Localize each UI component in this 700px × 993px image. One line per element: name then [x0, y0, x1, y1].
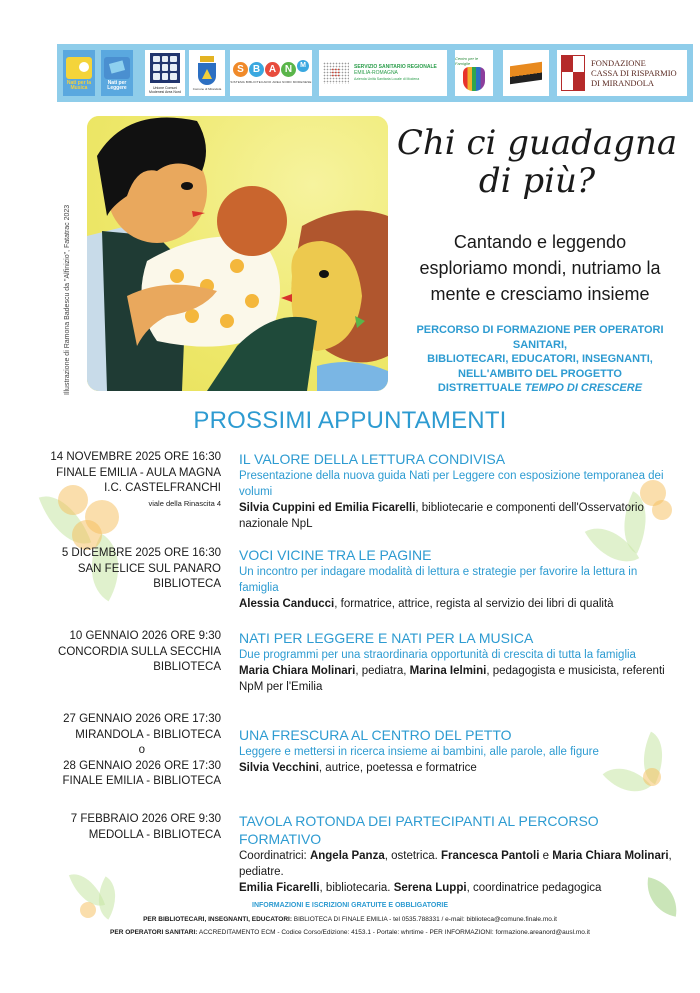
project-name: TEMPO DI CRESCERE: [524, 382, 643, 394]
subtitle-line: Cantando e leggendo: [453, 232, 627, 252]
event-speakers: [239, 880, 679, 896]
course-line: BIBLIOTECARI, EDUCATORI, INSEGNANTI,: [427, 353, 653, 365]
info-title: INFORMAZIONI E ISCRIZIONI GRATUITE E OBBLIGATORIE: [252, 902, 448, 909]
speaker-role: , pediatre.: [239, 850, 672, 878]
logo-text: SERVIZIO SANITARIO REGIONALE: [354, 64, 437, 70]
event-description: Leggere e mettersi in ricerca insieme ai bambini, alle parole, alle figure: [239, 746, 599, 758]
family-illustration: [87, 116, 388, 391]
event-speakers: [239, 500, 679, 532]
info-line-health-workers: [0, 929, 700, 936]
logo-text: DI MIRANDOLA: [591, 78, 655, 88]
building-icon: [510, 62, 542, 84]
sban-letter: S: [233, 62, 248, 77]
biblioteca-logo: [503, 50, 549, 96]
nati-per-leggere-logo: [101, 50, 133, 96]
info-line-librarians: [0, 916, 700, 923]
event-datetime-location: [40, 712, 221, 790]
logo-text: EMILIA-ROMAGNA: [354, 70, 398, 76]
event-speakers: [239, 596, 679, 612]
course-line: PERCORSO DI FORMAZIONE PER OPERATORI SANITARI,: [416, 324, 664, 351]
centro-per-le-famiglie-logo: [455, 50, 493, 96]
event-speakers: [239, 760, 679, 776]
info-label: PER OPERATORI SANITARI:: [110, 929, 198, 936]
servizio-sanitario-logo: [319, 50, 447, 96]
speaker-name: Maria Chiara Molinari: [239, 665, 356, 677]
course-line: [392, 381, 688, 396]
event-location: I.C. CASTELFRANCHI: [104, 482, 221, 494]
event-title: VOCI VICINE TRA LE PAGINE: [239, 547, 432, 563]
sban-logo: [230, 50, 312, 96]
speaker-role: , formatrice, attrice, regista al servizio dei libri di qualità: [334, 598, 614, 610]
event-title: NATI PER LEGGERE E NATI PER LA MUSICA: [239, 630, 534, 646]
course-description: [392, 323, 688, 396]
sban-letters: [233, 62, 309, 77]
event-address: viale della Rinascita 4: [148, 498, 221, 508]
event-datetime-location: [40, 546, 221, 593]
event-location: CONCORDIA SULLA SECCHIA: [58, 645, 221, 658]
event-or: o: [138, 744, 145, 756]
speaker-role: , pediatra,: [355, 665, 410, 677]
speaker-name: Angela Panza: [309, 850, 385, 862]
event-title: IL VALORE DELLA LETTURA CONDIVISA: [239, 451, 506, 467]
event-datetime-location: [40, 812, 221, 843]
speaker-role: , pedagogista e musicista, referenti NpM per l'Emilia: [239, 665, 665, 693]
event-description: Due programmi per una straordinaria opportunità di crescita di tutta la famiglia: [239, 649, 636, 661]
speaker-role: e: [539, 850, 553, 862]
event-title: TAVOLA ROTONDA DEI PARTECIPANTI AL PERCORSO FORMATIVO: [239, 813, 599, 847]
speaker-role: , ostetrica.: [384, 850, 441, 862]
section-title: PROSSIMI APPUNTAMENTI: [193, 407, 507, 434]
speaker-role: , autrice, poetessa e formatrice: [318, 762, 477, 774]
logo-caption: Unione Comuni Modenesi Area Nord: [149, 85, 181, 94]
event-location: MEDOLLA - BIBLIOTECA: [88, 828, 221, 841]
nati-per-la-musica-logo: [63, 50, 95, 96]
course-line-prefix: DISTRETTUALE: [437, 382, 525, 394]
info-contact: ACCREDITAMENTO ECM - Codice Corso/Edizione: 4153.1 - Portale: whrtime - PER INFORMAZIONI: formazione.areanord@ausl.mo.it: [197, 929, 590, 936]
crown-icon: [200, 56, 214, 62]
musica-child-icon: [66, 57, 92, 79]
event-description: Presentazione della nuova guida Nati per Leggere con esposizione temporanea dei volumi: [239, 470, 664, 498]
event-location: FINALE EMILIA - BIBLIOTECA: [62, 775, 221, 787]
info-contact: BIBLIOTECA DI FINALE EMILIA - tel 0535.788331 / e-mail: biblioteca@comune.finale.mo.it: [291, 916, 557, 923]
speaker-role: , bibliotecaria.: [319, 882, 394, 894]
hand-icon: [463, 67, 485, 91]
speaker-name: Maria Chiara Molinari: [552, 850, 669, 862]
event-date: 7 FEBBRAIO 2026 ORE 9:30: [70, 813, 221, 825]
title-line: di più?: [478, 161, 596, 201]
speaker-name: Silvia Cuppini ed Emilia Ficarelli: [239, 502, 416, 514]
subtitle: [392, 229, 688, 307]
event-location: SAN FELICE SUL PANARO: [77, 562, 221, 575]
crest-icon: [561, 55, 585, 91]
speaker-name: Alessia Canducci: [239, 598, 335, 610]
event-date: 14 NOVEMBRE 2025 ORE 16:30: [50, 451, 221, 463]
event-location: BIBLIOTECA: [153, 661, 221, 673]
logo-text: FONDAZIONE: [591, 58, 646, 68]
partner-logo-banner: [57, 44, 693, 102]
logo-caption: Nati per la Musica: [66, 79, 92, 91]
event-location: MIRANDOLA - BIBLIOTECA: [75, 728, 221, 741]
logo-caption: Centro per le Famiglie: [455, 55, 479, 66]
logo-text: CASSA DI RISPARMIO: [591, 68, 677, 78]
event-date: 27 GENNAIO 2026 ORE 17:30: [63, 713, 221, 725]
speaker-name: Emilia Ficarelli: [239, 882, 320, 894]
event-title: UNA FRESCURA AL CENTRO DEL PETTO: [239, 727, 512, 743]
event-speakers: [239, 663, 679, 695]
sban-letter: N: [281, 62, 296, 77]
sban-letter: A: [265, 62, 280, 77]
title-line: Chi ci guadagna: [396, 123, 678, 163]
sban-letter: M: [297, 60, 309, 72]
event-description: Un incontro per indagare modalità di lettura e strategie per favorire la lettura in famiglia: [239, 566, 638, 594]
subtitle-line: esploriamo mondi, nutriamo la: [419, 258, 661, 278]
course-line: NELL'AMBITO DEL PROGETTO: [458, 367, 622, 380]
event-location: FINALE EMILIA - AULA MAGNA: [56, 466, 221, 479]
event-location: BIBLIOTECA: [153, 578, 221, 590]
logo-text: Azienda Unità Sanitaria Locale di Modena: [354, 77, 420, 81]
event-date: 28 GENNAIO 2026 ORE 17:30: [63, 759, 221, 772]
speaker-role: Coordinatrici:: [239, 850, 310, 862]
fondazione-cassa-logo: [557, 50, 687, 96]
logo-caption: SISTEMA BIBLIOTECARIO AREA NORD MODENESE: [230, 80, 312, 84]
event-datetime-location: [40, 450, 221, 510]
logo-caption: Comune di Mirandola: [192, 86, 222, 91]
sban-letter: B: [249, 62, 264, 77]
unione-grid-icon: [150, 53, 180, 83]
unione-comuni-logo: [145, 50, 185, 96]
shield-icon: [198, 63, 216, 85]
speaker-name: Marina Ielmini: [409, 665, 487, 677]
speaker-name: Francesca Pantoli: [440, 850, 540, 862]
speaker-role: , coordinatrice pedagogica: [466, 882, 602, 894]
book-icon: [104, 57, 130, 79]
logo-caption: Nati per Leggere: [107, 79, 127, 91]
event-date: 10 GENNAIO 2026 ORE 9:30: [69, 630, 221, 642]
event-date: 5 DICEMBRE 2025 ORE 16:30: [61, 547, 221, 559]
subtitle-line: mente e cresciamo insieme: [430, 284, 650, 304]
speaker-role: , bibliotecarie e componenti dell'Osservatorio nazionale NpL: [239, 502, 644, 530]
info-label: PER BIBLIOTECARI, INSEGNANTI, EDUCATORI:: [143, 916, 292, 923]
event-speakers: [239, 848, 679, 880]
dot-grid-icon: [323, 62, 349, 84]
page-title: [392, 124, 682, 200]
comune-mirandola-logo: [189, 50, 225, 96]
speaker-name: Silvia Vecchini: [239, 762, 319, 774]
event-datetime-location: [40, 629, 221, 676]
speaker-name: Serena Luppi: [393, 882, 467, 894]
illustration-credit: Illustrazione di Ramona Badescu da "Alfinizio", Fatatrac 2023: [64, 204, 71, 395]
